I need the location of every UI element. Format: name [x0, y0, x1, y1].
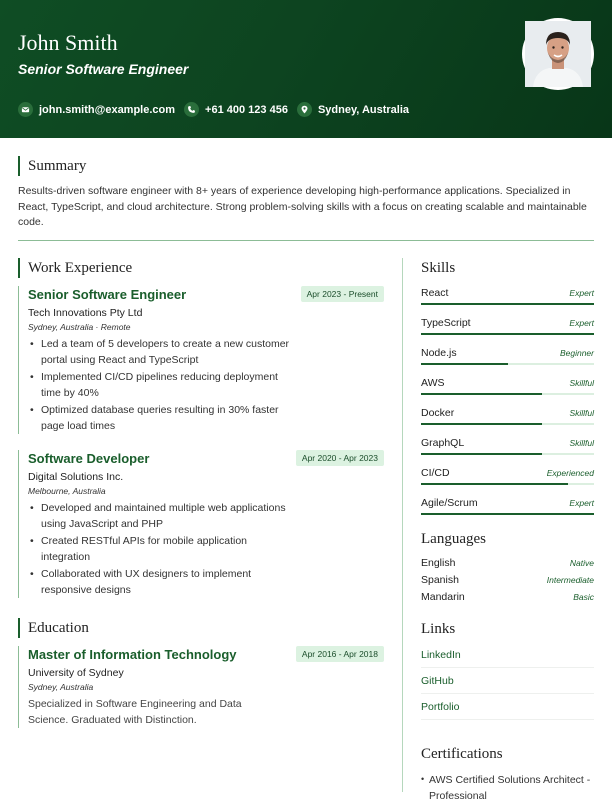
summary-title: Summary [28, 157, 87, 174]
skill-row [421, 287, 594, 299]
job-bullet: • Led a team of 5 developers to create a new customer portal using React and TypeScript [28, 337, 296, 368]
language-name: Mandarin [421, 591, 465, 603]
contact-location-text: Sydney, Australia [317, 103, 410, 116]
date-badge: Apr 2020 - Apr 2023 [296, 450, 384, 466]
language-level: Basic [573, 592, 594, 602]
links-list [421, 649, 594, 720]
skill-bar-fill [421, 333, 594, 335]
contact-email-text: john.smith@example.com [39, 103, 176, 116]
job-bullets [28, 337, 384, 434]
resume-header [0, 0, 612, 138]
job-entry [18, 286, 384, 434]
certifications-title: Certifications [421, 746, 503, 762]
skill-level: Experienced [546, 468, 594, 478]
skill-bar-track [421, 333, 594, 335]
skill-name: React [421, 287, 449, 299]
certification-item: • AWS Certified Solutions Architect - Professional [421, 773, 594, 804]
summary-text: Results-driven software engineer with 8+ years of experience developing high-performance applications. Specialized in React, TypeScript, and cloud architecture. Strong problem-solving skills with a focus on creating scalable and maintainable code. [18, 185, 587, 228]
skills-title: Skills [421, 260, 456, 276]
language-name: English [421, 557, 456, 569]
languages-list [421, 557, 594, 603]
skill-bar-fill [421, 393, 542, 395]
skill-level: Expert [569, 288, 594, 298]
job-bullet: • Implemented CI/CD pipelines reducing deployment time by 40% [28, 370, 296, 401]
link-portfolio[interactable]: Portfolio [421, 701, 594, 720]
skill-row [421, 437, 594, 449]
skill-level: Skillful [569, 378, 594, 388]
skill-bar-fill [421, 303, 594, 305]
summary-heading [18, 156, 594, 176]
job-bullet: • Created RESTful APIs for mobile application integration [28, 534, 296, 565]
skill-bar-track [421, 363, 594, 365]
summary-section [18, 156, 594, 231]
language-name: Spanish [421, 574, 459, 586]
company-name: Digital Solutions Inc. [28, 471, 124, 483]
skill-level: Expert [569, 498, 594, 508]
link-linkedin[interactable]: LinkedIn [421, 649, 594, 668]
candidate-name: John Smith [18, 30, 118, 55]
experience-heading [18, 258, 384, 278]
school-name: University of Sydney [28, 667, 124, 679]
email-icon [18, 102, 33, 117]
links-title: Links [421, 621, 456, 637]
language-level: Intermediate [546, 575, 594, 585]
job-location: Melbourne, Australia [28, 486, 106, 496]
language-level: Native [569, 558, 594, 568]
contact-email[interactable] [18, 102, 175, 117]
job-bullet: • Optimized database queries resulting in 30% faster page load times [28, 403, 296, 434]
section-accent-bar [18, 156, 20, 176]
job-title: Senior Software Engineer [28, 286, 187, 302]
education-title: Education [28, 619, 89, 636]
contact-phone-text: +61 400 123 456 [205, 103, 288, 116]
skill-name: Agile/Scrum [421, 497, 478, 509]
skill-bar-track [421, 423, 594, 425]
languages-title: Languages [421, 531, 486, 547]
section-divider [18, 240, 594, 241]
job-title: Software Developer [28, 450, 150, 466]
language-row [421, 591, 594, 603]
language-row [421, 557, 594, 569]
skill-bar-track [421, 513, 594, 515]
date-badge: Apr 2023 - Present [301, 286, 384, 302]
skill-bar-fill [421, 363, 508, 365]
job-location: Sydney, Australia · Remote [28, 322, 131, 332]
skill-bar-fill [421, 423, 542, 425]
main-column [18, 258, 384, 728]
skill-bar-fill [421, 453, 542, 455]
skill-name: Node.js [421, 347, 457, 359]
skill-bar-fill [421, 483, 568, 485]
contact-bar [18, 102, 409, 117]
skill-level: Skillful [569, 438, 594, 448]
skill-row [421, 407, 594, 419]
job-bullet: • Developed and maintained multiple web applications using JavaScript and PHP [28, 501, 296, 532]
skill-bar-fill [421, 513, 594, 515]
section-accent-bar [18, 258, 20, 278]
skill-bar-track [421, 453, 594, 455]
location-icon [297, 102, 312, 117]
date-badge: Apr 2016 - Apr 2018 [296, 646, 384, 662]
skill-row [421, 317, 594, 329]
company-name: Tech Innovations Pty Ltd [28, 307, 143, 319]
skill-name: TypeScript [421, 317, 471, 329]
language-row [421, 574, 594, 586]
experience-title: Work Experience [28, 259, 133, 276]
certifications-list [421, 773, 594, 804]
skill-name: AWS [421, 377, 445, 389]
avatar [522, 18, 594, 90]
contact-phone[interactable] [184, 102, 288, 117]
profile-photo [525, 21, 591, 87]
skill-level: Beginner [559, 348, 594, 358]
skill-row [421, 377, 594, 389]
skill-row [421, 467, 594, 479]
skill-name: GraphQL [421, 437, 465, 449]
contact-location [297, 102, 409, 117]
skill-name: Docker [421, 407, 455, 419]
section-accent-bar [18, 618, 20, 638]
skill-level: Expert [569, 318, 594, 328]
education-description: Specialized in Software Engineering and Data Science. Graduated with Distinction. [28, 698, 242, 726]
skill-row [421, 497, 594, 509]
education-heading [18, 618, 384, 638]
job-bullet: • Collaborated with UX designers to implement responsive designs [28, 567, 296, 598]
skill-bar-track [421, 393, 594, 395]
degree-title: Master of Information Technology [28, 646, 237, 662]
skill-row [421, 347, 594, 359]
job-entry [18, 450, 384, 598]
skill-bar-track [421, 303, 594, 305]
skill-bar-track [421, 483, 594, 485]
sidebar-column [402, 258, 594, 802]
skill-name: CI/CD [421, 467, 450, 479]
skill-level: Skillful [569, 408, 594, 418]
skills-list [421, 287, 594, 515]
candidate-title: Senior Software Engineer [18, 61, 189, 77]
school-location: Sydney, Australia [28, 682, 94, 692]
job-bullets [28, 501, 384, 598]
link-github[interactable]: GitHub [421, 675, 594, 694]
phone-icon [184, 102, 199, 117]
education-entry [18, 646, 384, 728]
